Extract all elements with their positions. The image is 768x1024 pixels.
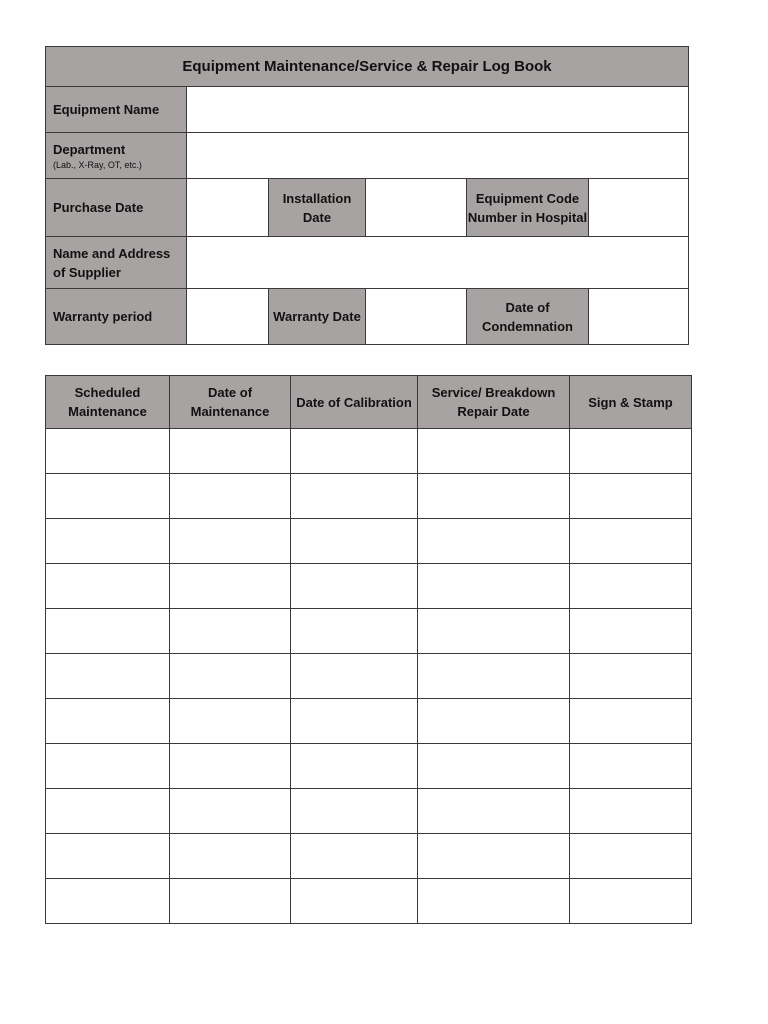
equipment-code-field[interactable]	[589, 179, 689, 237]
table-row	[46, 789, 692, 834]
log-entry-cell[interactable]	[170, 744, 291, 789]
log-entry-cell[interactable]	[46, 564, 170, 609]
maintenance-log-table	[45, 375, 692, 924]
log-header-row	[46, 376, 692, 429]
warranty-period-field[interactable]	[187, 289, 269, 345]
logbook-title: Equipment Maintenance/Service & Repair Log Book	[46, 47, 689, 87]
table-row	[46, 519, 692, 564]
log-entry-cell[interactable]	[570, 429, 692, 474]
log-entry-cell[interactable]	[570, 519, 692, 564]
log-entry-cell[interactable]	[570, 474, 692, 519]
log-entry-cell[interactable]	[170, 474, 291, 519]
equipment-name-field[interactable]	[187, 87, 689, 133]
log-entry-cell[interactable]	[418, 564, 570, 609]
log-entry-cell[interactable]	[570, 834, 692, 879]
table-row	[46, 744, 692, 789]
table-row	[46, 474, 692, 519]
log-entry-cell[interactable]	[570, 744, 692, 789]
log-entry-cell[interactable]	[170, 519, 291, 564]
log-entry-cell[interactable]	[46, 834, 170, 879]
table-row	[46, 834, 692, 879]
log-entry-cell[interactable]	[418, 654, 570, 699]
installation-date-field[interactable]	[366, 179, 467, 237]
table-row	[46, 654, 692, 699]
log-entry-cell[interactable]	[46, 474, 170, 519]
log-entry-cell[interactable]	[418, 834, 570, 879]
equipment-info-table	[45, 46, 689, 345]
equipment-name-label: Equipment Name	[46, 87, 187, 133]
log-entry-cell[interactable]	[170, 429, 291, 474]
department-field[interactable]	[187, 133, 689, 179]
calibration-date-header: Date of Calibration	[291, 376, 418, 429]
log-entry-cell[interactable]	[170, 789, 291, 834]
log-entry-cell[interactable]	[170, 564, 291, 609]
supplier-field[interactable]	[187, 237, 689, 289]
table-row	[46, 429, 692, 474]
log-entry-cell[interactable]	[570, 789, 692, 834]
log-entry-cell[interactable]	[418, 699, 570, 744]
log-entry-cell[interactable]	[570, 564, 692, 609]
log-entry-cell[interactable]	[418, 609, 570, 654]
log-body	[46, 429, 692, 924]
log-entry-cell[interactable]	[170, 609, 291, 654]
log-entry-cell[interactable]	[291, 519, 418, 564]
log-entry-cell[interactable]	[46, 699, 170, 744]
table-row	[46, 879, 692, 924]
repair-date-header: Service/ Breakdown Repair Date	[418, 376, 570, 429]
condemnation-date-label: Date of Condemnation	[467, 289, 589, 345]
log-entry-cell[interactable]	[418, 519, 570, 564]
warranty-date-field[interactable]	[366, 289, 467, 345]
log-entry-cell[interactable]	[46, 744, 170, 789]
log-entry-cell[interactable]	[291, 744, 418, 789]
log-entry-cell[interactable]	[170, 879, 291, 924]
table-row	[46, 699, 692, 744]
supplier-label: Name and Address of Supplier	[46, 237, 187, 289]
sign-stamp-header: Sign & Stamp	[570, 376, 692, 429]
log-entry-cell[interactable]	[46, 609, 170, 654]
equipment-code-label: Equipment Code Number in Hospital	[467, 179, 589, 237]
installation-date-label: Installation Date	[269, 179, 366, 237]
table-row	[46, 609, 692, 654]
log-entry-cell[interactable]	[291, 609, 418, 654]
log-entry-cell[interactable]	[418, 474, 570, 519]
log-entry-cell[interactable]	[291, 879, 418, 924]
log-entry-cell[interactable]	[291, 834, 418, 879]
purchase-date-field[interactable]	[187, 179, 269, 237]
log-entry-cell[interactable]	[418, 789, 570, 834]
table-row	[46, 564, 692, 609]
log-entry-cell[interactable]	[291, 564, 418, 609]
department-note: (Lab., X-Ray, OT, etc.)	[53, 160, 142, 170]
log-entry-cell[interactable]	[46, 879, 170, 924]
log-entry-cell[interactable]	[46, 654, 170, 699]
warranty-date-label: Warranty Date	[269, 289, 366, 345]
log-entry-cell[interactable]	[418, 429, 570, 474]
scheduled-maintenance-header: Scheduled Maintenance	[46, 376, 170, 429]
department-label: Department	[53, 142, 126, 157]
log-entry-cell[interactable]	[570, 699, 692, 744]
log-entry-cell[interactable]	[291, 699, 418, 744]
log-entry-cell[interactable]	[291, 654, 418, 699]
log-entry-cell[interactable]	[170, 654, 291, 699]
warranty-period-label: Warranty period	[46, 289, 187, 345]
log-entry-cell[interactable]	[418, 879, 570, 924]
log-entry-cell[interactable]	[291, 474, 418, 519]
condemnation-date-field[interactable]	[589, 289, 689, 345]
log-entry-cell[interactable]	[291, 789, 418, 834]
log-entry-cell[interactable]	[46, 789, 170, 834]
log-entry-cell[interactable]	[170, 834, 291, 879]
log-entry-cell[interactable]	[570, 609, 692, 654]
department-label-cell	[46, 133, 187, 179]
log-entry-cell[interactable]	[170, 699, 291, 744]
log-entry-cell[interactable]	[418, 744, 570, 789]
purchase-date-label: Purchase Date	[46, 179, 187, 237]
log-entry-cell[interactable]	[46, 519, 170, 564]
log-entry-cell[interactable]	[46, 429, 170, 474]
log-entry-cell[interactable]	[291, 429, 418, 474]
log-entry-cell[interactable]	[570, 879, 692, 924]
maintenance-date-header: Date of Maintenance	[170, 376, 291, 429]
log-entry-cell[interactable]	[570, 654, 692, 699]
